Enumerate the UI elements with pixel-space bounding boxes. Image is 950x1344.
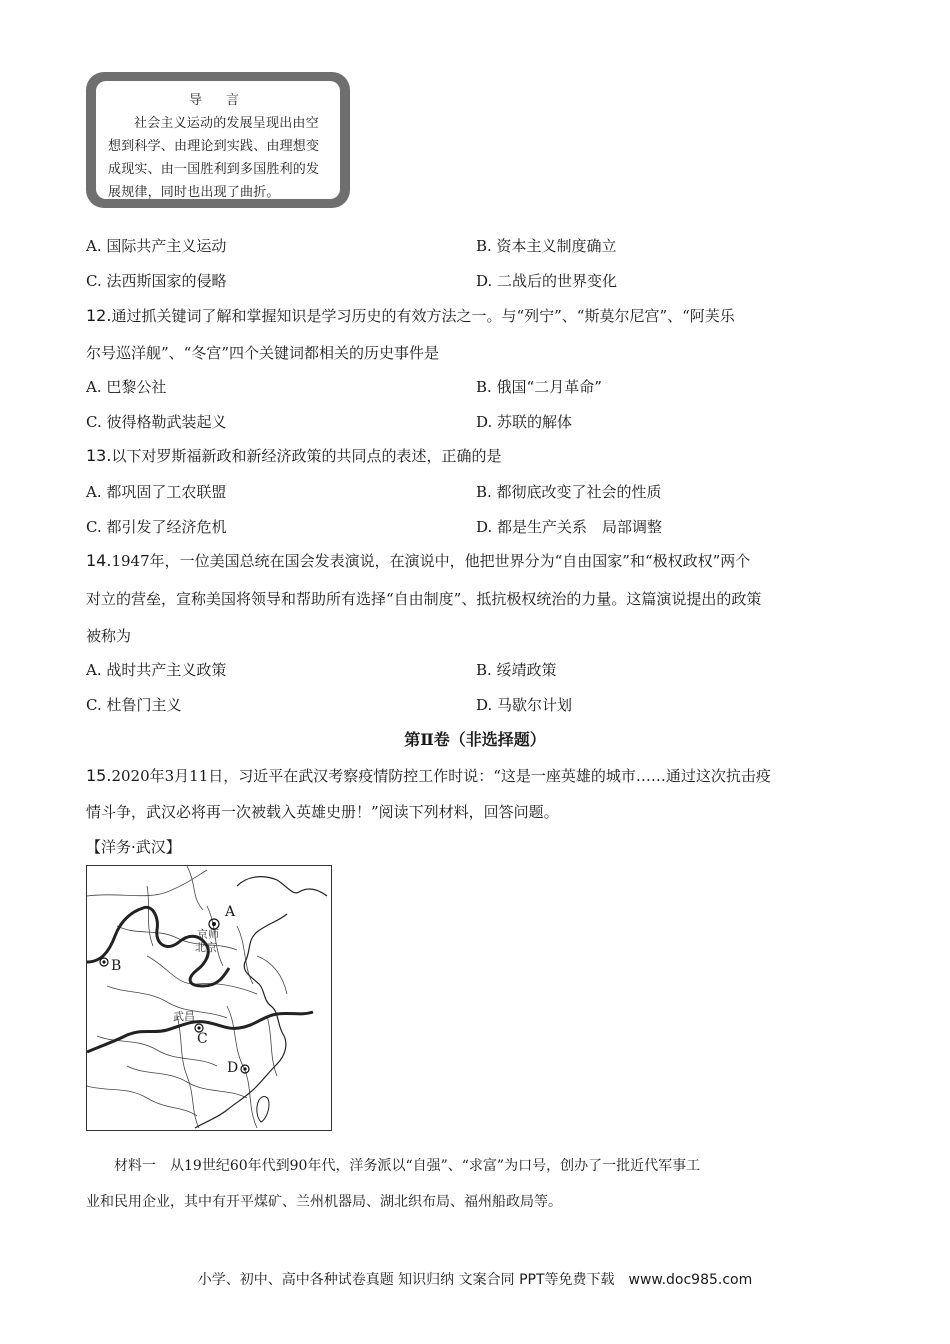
map-label-d: D <box>227 1060 239 1076</box>
q12-option-a: A. 巴黎公社 <box>86 378 167 396</box>
q14-stem-line1 <box>86 550 876 571</box>
q12-stem-line1 <box>86 305 876 326</box>
q12-number: 12. <box>86 306 112 325</box>
q15-tag: 【洋务·武汉】 <box>86 838 181 856</box>
q11-option-b: B. 资本主义制度确立 <box>476 237 617 255</box>
q12-line1: 通过抓关键词了解和掌握知识是学习历史的有效方法之一。与“列宁”、“斯莫尔尼宫”、“阿芙乐 <box>111 307 735 325</box>
q14-option-a: A. 战时共产主义政策 <box>86 661 227 679</box>
q11-option-d: D. 二战后的世界变化 <box>476 272 618 290</box>
map-label-wuchang: 武昌 <box>173 1010 195 1023</box>
section-title: 第Ⅱ卷（非选择题） <box>404 730 546 749</box>
q15-line2: 情斗争，武汉必将再一次被载入英雄史册！”阅读下列材料，回答问题。 <box>86 803 559 821</box>
intro-inner <box>96 81 340 199</box>
intro-title: 导 言 <box>188 93 250 108</box>
q11-option-a: A. 国际共产主义运动 <box>86 237 227 255</box>
material1-line1: 材料一 从19世纪60年代到90年代，洋务派以“自强”、“求富”为口号，创办了一批近代军事工 <box>114 1158 701 1174</box>
material1-line2: 业和民用企业，其中有开平煤矿、兰州机器局、湖北织布局、福州船政局等。 <box>86 1194 562 1210</box>
map-label-a: A <box>225 904 236 920</box>
q15-number: 15. <box>86 766 112 785</box>
q12-line2: 尔号巡洋舰”、“冬宫”四个关键词都相关的历史事件是 <box>86 344 440 362</box>
q13-option-a: A. 都巩固了工农联盟 <box>86 483 227 501</box>
q13-stem <box>86 445 876 466</box>
intro-box <box>86 72 350 208</box>
q13-option-c: C. 都引发了经济危机 <box>86 518 227 536</box>
map-label-b: B <box>111 958 122 974</box>
map-label-capital-2: 北京 <box>195 941 217 954</box>
q13-text: 以下对罗斯福新政和新经济政策的共同点的表述，正确的是 <box>111 447 502 465</box>
q14-line2: 对立的营垒，宣称美国将领导和帮助所有选择“自由制度”、抵抗极权统治的力量。这篇演说提出的政策 <box>86 590 762 608</box>
q14-line3: 被称为 <box>86 627 132 645</box>
q15-stem-line1 <box>86 765 876 786</box>
q14-option-b: B. 绥靖政策 <box>476 661 557 679</box>
intro-body: 社会主义运动的发展呈现出由空想到科学、由理论到实践、由理想变成现实、由一国胜利到多国胜利的发展规律，同时也出现了曲折。 <box>108 116 320 200</box>
q15-line1: 2020年3月11日，习近平在武汉考察疫情防控工作时说：“这是一座英雄的城市……通过这次抗击疫 <box>111 767 771 785</box>
q13-option-b: B. 都彻底改变了社会的性质 <box>476 483 662 501</box>
map-label-capital-1: 京师 <box>197 928 219 941</box>
q14-option-d: D. 马歇尔计划 <box>476 696 573 714</box>
q14-option-c: C. 杜鲁门主义 <box>86 696 182 714</box>
map-figure <box>86 865 332 1131</box>
footer-text: 小学、初中、高中各种试卷真题 知识归纳 文案合同 PPT等免费下载 www.doc985.com <box>197 1272 753 1288</box>
q14-line1: 1947年，一位美国总统在国会发表演说，在演说中，他把世界分为“自由国家”和“极权政权”两个 <box>111 552 751 570</box>
q14-number: 14. <box>86 551 112 570</box>
map-drawing <box>87 866 331 1130</box>
q13-number: 13. <box>86 446 112 465</box>
q11-option-c: C. 法西斯国家的侵略 <box>86 272 227 290</box>
q13-option-d: D. 都是生产关系 局部调整 <box>476 518 663 536</box>
map-label-c: C <box>197 1031 208 1047</box>
q12-option-c: C. 彼得格勒武装起义 <box>86 413 227 431</box>
q12-option-d: D. 苏联的解体 <box>476 413 573 431</box>
q12-option-b: B. 俄国“二月革命” <box>476 378 602 396</box>
